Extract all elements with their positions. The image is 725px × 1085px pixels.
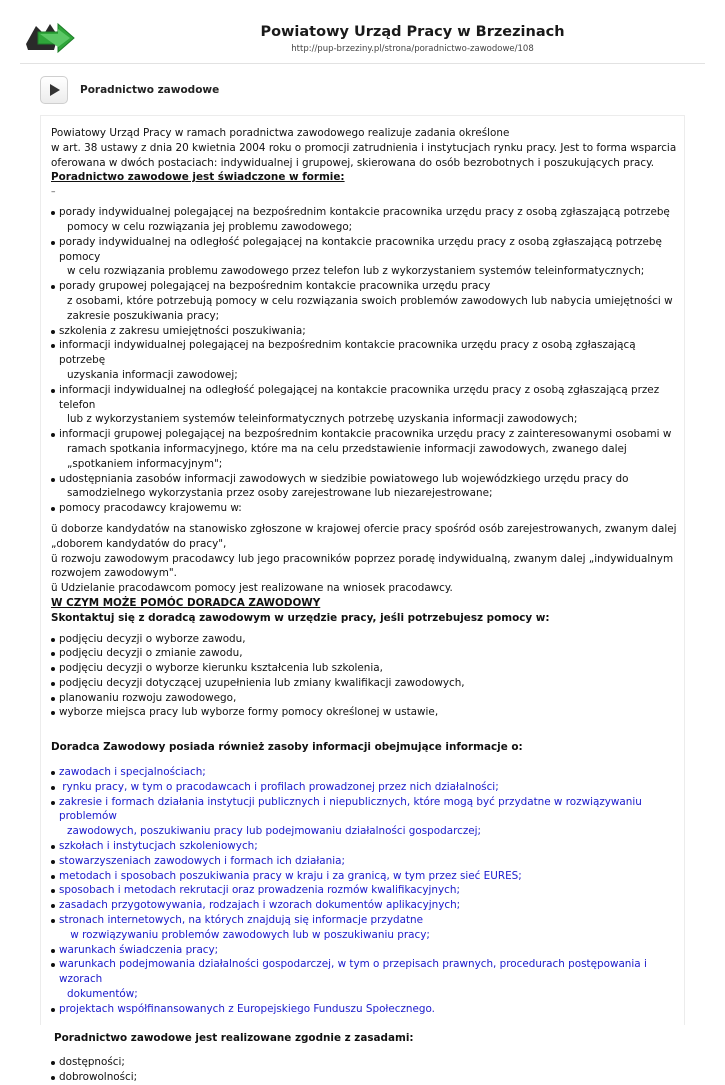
list-item: pomocy pracodawcy krajowemu w: bbox=[51, 501, 679, 516]
resource-link[interactable]: warunkach podejmowania działalności gospodarczej, w tym o przepisach prawnych, procedurach postępowania i wzorach dokumentów; bbox=[51, 957, 679, 1001]
list-item: dobrowolności; bbox=[51, 1070, 679, 1085]
resource-link[interactable]: rynku pracy, w tym o pracodawcach i profilach prowadzonej przez nich działalności; bbox=[51, 780, 679, 795]
forms-heading: Poradnictwo zawodowe jest świadczone w formie: bbox=[51, 171, 345, 184]
employer-item-1: ü doborze kandydatów na stanowisko zgłoszone w krajowej ofercie pracy spośród osób zarejestrowanych, zwanym dalej „doborem kandydatów do pracy", bbox=[51, 522, 677, 550]
list-item: podjęciu decyzji o wyborze kierunku kształcenia lub szkolenia, bbox=[51, 661, 679, 676]
principles-heading: Poradnictwo zawodowe jest realizowane zgodnie z zasadami: bbox=[54, 1031, 414, 1044]
resources-list bbox=[51, 765, 679, 1017]
list-item: szkolenia z zakresu umiejętności poszukiwania; bbox=[51, 324, 679, 339]
principles-list bbox=[51, 1055, 679, 1085]
employer-item-3: ü Udzielanie pracodawcom pomocy jest realizowane na wniosek pracodawcy. bbox=[51, 582, 453, 595]
logo-arrow-icon[interactable] bbox=[24, 20, 76, 54]
list-item: porady grupowej polegającej na bezpośrednim kontakcie pracownika urzędu pracy z osobami, które potrzebują pomocy w celu rozwiązania swoich problemów zawodowych lub nabycia umiejętności w zakresie poszukiwania pracy; bbox=[51, 279, 679, 323]
list-item: informacji indywidualnej na odległość polegającej na kontakcie pracownika urzędu pracy z osobą zgłaszającą przez telefon lub z wykorzystaniem systemów teleinformatycznych potrzebę uzyskania informacji zawodowych; bbox=[51, 383, 679, 427]
resource-link[interactable]: sposobach i metodach rekrutacji oraz prowadzenia rozmów kwalifikacyjnych; bbox=[51, 883, 679, 898]
dash-separator: – bbox=[51, 187, 56, 198]
list-item: informacji grupowej polegającej na bezpośrednim kontakcie pracownika urzędu pracy z zainteresowanymi osobami w ramach spotkania informacyjnego, które ma na celu przedstawienie informacji zawodowych, zwanego dalej „spotkaniem informacyjnym"; bbox=[51, 427, 679, 471]
help-subheading: Skontaktuj się z doradcą zawodowym w urzędzie pracy, jeśli potrzebujesz pomocy w: bbox=[51, 611, 550, 624]
resource-link[interactable]: szkołach i instytucjach szkoleniowych; bbox=[51, 839, 679, 854]
list-item: porady indywidualnej na odległość polegającej na kontakcie pracownika urzędu pracy z osobą zgłaszającą potrzebę pomocy w celu rozwiązania problemu zawodowego przez telefon lub z wykorzystaniem systemów teleinformatycznych; bbox=[51, 235, 679, 279]
play-arrow-icon bbox=[49, 84, 61, 96]
forms-list bbox=[51, 205, 679, 516]
article-body bbox=[51, 126, 679, 1085]
intro-line-1: Powiatowy Urząd Pracy w ramach poradnictwa zawodowego realizuje zadania określone bbox=[51, 127, 510, 139]
site-header bbox=[0, 0, 725, 70]
resource-link[interactable]: stronach internetowych, na których znajdują się informacje przydatne w rozwiązywaniu problemów zawodowych lub w poszukiwaniu pracy; bbox=[51, 913, 679, 943]
list-item: dostępności; bbox=[51, 1055, 679, 1070]
page-title: Poradnictwo zawodowe bbox=[80, 84, 220, 96]
list-item: planowaniu rozwoju zawodowego, bbox=[51, 691, 679, 706]
list-item: podjęciu decyzji dotyczącej uzupełnienia lub zmiany kwalifikacji zawodowych, bbox=[51, 676, 679, 691]
resource-link[interactable]: zakresie i formach działania instytucji publicznych i niepublicznych, które mogą być przydatne w rozwiązywaniu problemów zawodowych, poszukiwaniu pracy lub podejmowaniu działalności gospodarczej; bbox=[51, 795, 679, 839]
resource-link[interactable]: projektach współfinansowanych z Europejskiego Funduszu Społecznego. bbox=[51, 1002, 679, 1017]
resource-link[interactable]: stowarzyszeniach zawodowych i formach ich działania; bbox=[51, 854, 679, 869]
resource-link[interactable]: zasadach przygotowywania, rodzajach i wzorach dokumentów aplikacyjnych; bbox=[51, 898, 679, 913]
resource-link[interactable]: zawodach i specjalnościach; bbox=[51, 765, 679, 780]
list-item: podjęciu decyzji o wyborze zawodu, bbox=[51, 632, 679, 647]
resource-link[interactable]: metodach i sposobach poszukiwania pracy w kraju i za granicą, w tym przez sieć EURES; bbox=[51, 869, 679, 884]
article-panel bbox=[40, 115, 685, 1084]
help-list bbox=[51, 632, 679, 721]
intro-line-2: w art. 38 ustawy z dnia 20 kwietnia 2004 roku o promocji zatrudnienia i instytucjach rynku pracy. Jest to forma wsparcia oferowana w dwóch postaciach: indywidualnej i grupowej, skierowana do osób bezrobotnych i poszukujących pracy. bbox=[51, 141, 677, 169]
resource-link[interactable]: warunkach świadczenia pracy; bbox=[51, 943, 679, 958]
list-item: informacji indywidualnej polegającej na bezpośrednim kontakcie pracownika urzędu pracy z osobą zgłaszającą potrzebę uzyskania informacji zawodowej; bbox=[51, 338, 679, 382]
list-item: udostępniania zasobów informacji zawodowych w siedzibie powiatowego lub wojewódzkiego urzędu pracy do samodzielnego wykorzystania przez osoby zarejestrowane lub niezarejestrowane; bbox=[51, 472, 679, 502]
list-item: podjęciu decyzji o zmianie zawodu, bbox=[51, 646, 679, 661]
resources-heading: Doradca Zawodowy posiada również zasoby informacji obejmujące informacje o: bbox=[51, 741, 523, 754]
header-divider bbox=[20, 63, 705, 64]
list-item: wyborze miejsca pracy lub wyborze formy pomocy określonej w ustawie, bbox=[51, 705, 679, 720]
section-arrow-button[interactable] bbox=[40, 76, 68, 104]
help-heading: W CZYM MOŻE POMÓC DORADCA ZAWODOWY bbox=[51, 596, 321, 609]
site-url[interactable]: http://pup-brzeziny.pl/strona/poradnictwo-zawodowe/108 bbox=[291, 44, 534, 54]
list-item: porady indywidualnej polegającej na bezpośrednim kontakcie pracownika urzędu pracy z osobą zgłaszającą potrzebę pomocy w celu rozwiązania jej problemu zawodowego; bbox=[51, 205, 679, 235]
employer-item-2: ü rozwoju zawodowym pracodawcy lub jego pracowników poprzez poradę indywidualną, zwanym dalej „indywidualnym rozwojem zawodowym". bbox=[51, 552, 674, 580]
site-title: Powiatowy Urząd Pracy w Brzezinach bbox=[260, 24, 565, 40]
